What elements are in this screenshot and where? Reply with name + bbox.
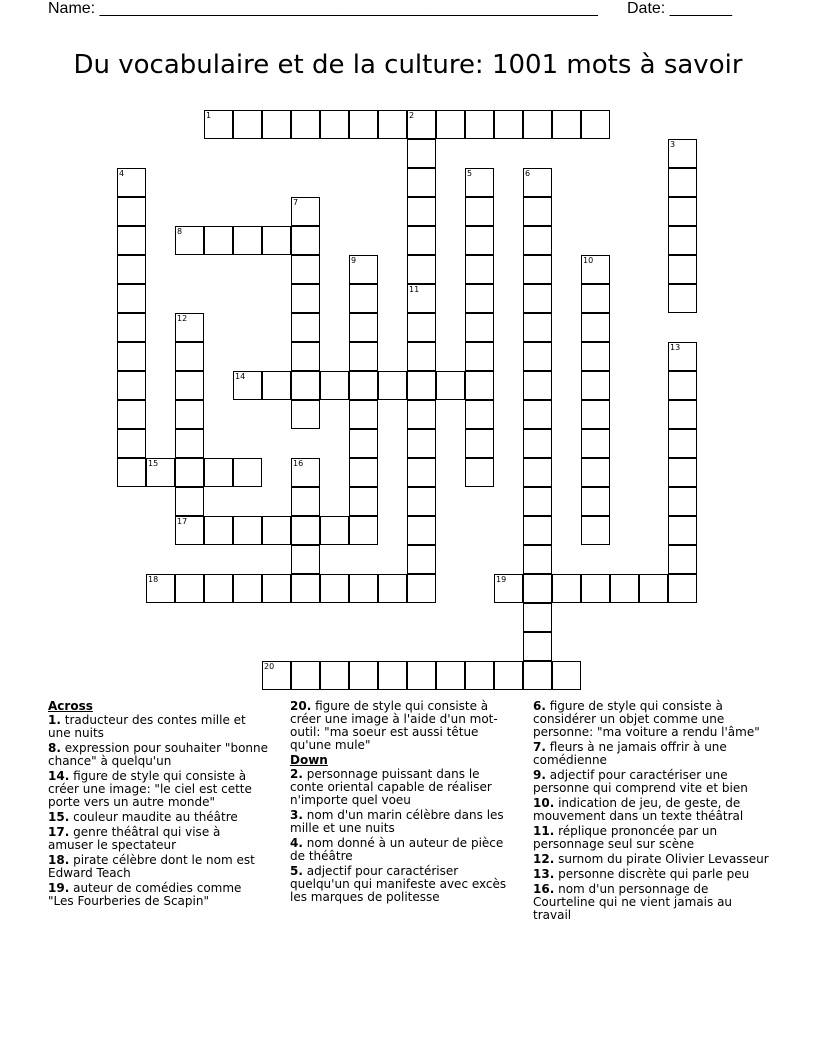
crossword-cell[interactable] xyxy=(668,516,697,545)
clue-number-18: 18 xyxy=(148,575,159,584)
clue-number-14: 14 xyxy=(235,372,246,381)
crossword-cell[interactable] xyxy=(407,342,436,371)
crossword-cell[interactable] xyxy=(262,516,291,545)
crossword-cell[interactable] xyxy=(204,574,233,603)
crossword-cell[interactable] xyxy=(378,574,407,603)
crossword-cell[interactable] xyxy=(581,255,610,284)
clue-down: 11. réplique prononcée par un personnage seul sur scène xyxy=(533,824,718,851)
clue-number-13: 13 xyxy=(670,343,681,352)
clue-across: 15. couleur maudite au théâtre xyxy=(48,810,238,824)
clue-number-17: 17 xyxy=(177,517,188,526)
clue-down: 16. nom d'un personnage de Courteline qui ne vient jamais au travail xyxy=(533,882,733,922)
crossword-cell[interactable] xyxy=(581,487,610,516)
crossword-cell[interactable] xyxy=(349,516,378,545)
crossword-cell[interactable] xyxy=(117,458,146,487)
crossword-cell[interactable] xyxy=(117,429,146,458)
crossword-cell[interactable] xyxy=(378,661,407,690)
crossword-cell[interactable] xyxy=(668,429,697,458)
crossword-cell[interactable] xyxy=(291,400,320,429)
down-heading: Down xyxy=(290,753,328,767)
crossword-cell[interactable] xyxy=(465,197,494,226)
crossword-cell[interactable] xyxy=(465,371,494,400)
crossword-cell[interactable] xyxy=(291,574,320,603)
crossword-cell[interactable] xyxy=(552,574,581,603)
crossword-cell[interactable] xyxy=(523,168,552,197)
crossword-cell[interactable] xyxy=(523,545,552,574)
crossword-cell[interactable] xyxy=(175,429,204,458)
crossword-cell[interactable] xyxy=(581,313,610,342)
clue-down: 7. fleurs à ne jamais offrir à une comédienne xyxy=(533,740,727,767)
crossword-cell[interactable] xyxy=(581,429,610,458)
crossword-cell[interactable] xyxy=(407,371,436,400)
crossword-cell[interactable] xyxy=(349,429,378,458)
crossword-cell[interactable] xyxy=(349,661,378,690)
clues-column-2 xyxy=(290,700,515,906)
crossword-cell[interactable] xyxy=(349,400,378,429)
clue-down: 9. adjectif pour caractériser une personne qui comprend vite et bien xyxy=(533,768,748,795)
crossword-cell[interactable] xyxy=(349,313,378,342)
crossword-cell[interactable] xyxy=(552,661,581,690)
crossword-cell[interactable] xyxy=(117,400,146,429)
clue-down: 2. personnage puissant dans le conte oriental capable de réaliser n'importe quel voeu xyxy=(290,767,492,807)
clue-number-3: 3 xyxy=(670,140,676,149)
crossword-cell[interactable] xyxy=(349,487,378,516)
clue-number-11: 11 xyxy=(409,285,420,294)
crossword-cell[interactable] xyxy=(291,545,320,574)
crossword-cell[interactable] xyxy=(581,574,610,603)
crossword-cell[interactable] xyxy=(407,574,436,603)
crossword-cell[interactable] xyxy=(668,226,697,255)
crossword-cell[interactable] xyxy=(291,197,320,226)
crossword-cell[interactable] xyxy=(668,168,697,197)
crossword-cell[interactable] xyxy=(407,168,436,197)
clue-number-15: 15 xyxy=(148,459,159,468)
crossword-cell[interactable] xyxy=(233,574,262,603)
clue-across: 1. traducteur des contes mille et une nuits xyxy=(48,713,246,740)
crossword-cell[interactable] xyxy=(639,574,668,603)
across-heading: Across xyxy=(48,699,93,713)
crossword-cell[interactable] xyxy=(581,110,610,139)
crossword-cell[interactable] xyxy=(610,574,639,603)
crossword-cell[interactable] xyxy=(175,487,204,516)
crossword-cell[interactable] xyxy=(407,139,436,168)
clue-number-4: 4 xyxy=(119,169,125,178)
clue-number-1: 1 xyxy=(206,111,212,120)
clue-down: 12. surnom du pirate Olivier Levasseur xyxy=(533,852,769,866)
crossword-cell[interactable] xyxy=(465,226,494,255)
crossword-cell[interactable] xyxy=(349,255,378,284)
crossword-cell[interactable] xyxy=(523,429,552,458)
crossword-cell[interactable] xyxy=(523,197,552,226)
clue-down: 4. nom donné à un auteur de pièce de théâtre xyxy=(290,836,504,863)
crossword-cell[interactable] xyxy=(668,342,697,371)
crossword-cell[interactable] xyxy=(465,342,494,371)
crossword-cell[interactable] xyxy=(349,458,378,487)
crossword-cell[interactable] xyxy=(523,661,552,690)
crossword-cell[interactable] xyxy=(465,313,494,342)
crossword-cell[interactable] xyxy=(523,400,552,429)
crossword-cell[interactable] xyxy=(523,110,552,139)
crossword-cell[interactable] xyxy=(175,313,204,342)
clue-across: 17. genre théâtral qui vise à amuser le spectateur xyxy=(48,825,221,852)
clues-column-1 xyxy=(48,700,268,910)
crossword-cell[interactable] xyxy=(436,110,465,139)
crossword-cell[interactable] xyxy=(407,400,436,429)
crossword-cell[interactable] xyxy=(291,255,320,284)
crossword-cell[interactable] xyxy=(204,458,233,487)
crossword-cell[interactable] xyxy=(407,226,436,255)
crossword-cell[interactable] xyxy=(407,284,436,313)
crossword-cell[interactable] xyxy=(291,661,320,690)
crossword-cell[interactable] xyxy=(117,313,146,342)
crossword-cell[interactable] xyxy=(117,226,146,255)
crossword-cell[interactable] xyxy=(523,371,552,400)
crossword-cell[interactable] xyxy=(204,110,233,139)
crossword-cell[interactable] xyxy=(320,516,349,545)
crossword-cell[interactable] xyxy=(262,110,291,139)
crossword-cell[interactable] xyxy=(523,632,552,661)
crossword-cell[interactable] xyxy=(581,284,610,313)
clue-number-12: 12 xyxy=(177,314,188,323)
clue-across: 14. figure de style qui consiste à créer une image: "le ciel est cette porte vers un autre monde" xyxy=(48,769,252,809)
crossword-cell[interactable] xyxy=(465,458,494,487)
crossword-cell[interactable] xyxy=(523,284,552,313)
crossword-cell[interactable] xyxy=(233,458,262,487)
crossword-cell[interactable] xyxy=(175,342,204,371)
page-title: Du vocabulaire et de la culture: 1001 mots à savoir xyxy=(73,50,743,80)
crossword-cell[interactable] xyxy=(407,545,436,574)
name-field-label: Name: ________________________________________________________ xyxy=(48,0,598,17)
clue-number-20: 20 xyxy=(264,662,275,671)
crossword-cell[interactable] xyxy=(349,110,378,139)
crossword-cell[interactable] xyxy=(523,458,552,487)
crossword-cell[interactable] xyxy=(407,429,436,458)
crossword-cell[interactable] xyxy=(668,139,697,168)
crossword-cell[interactable] xyxy=(378,371,407,400)
crossword-cell[interactable] xyxy=(465,255,494,284)
crossword-cell[interactable] xyxy=(523,226,552,255)
crossword-cell[interactable] xyxy=(465,284,494,313)
crossword-cell[interactable] xyxy=(668,284,697,313)
crossword-cell[interactable] xyxy=(291,458,320,487)
crossword-cell[interactable] xyxy=(407,313,436,342)
clue-number-9: 9 xyxy=(351,256,357,265)
clue-number-7: 7 xyxy=(293,198,299,207)
crossword-cell[interactable] xyxy=(320,661,349,690)
crossword-cell[interactable] xyxy=(291,226,320,255)
clue-down: 13. personne discrète qui parle peu xyxy=(533,867,750,881)
crossword-cell[interactable] xyxy=(117,197,146,226)
clue-number-5: 5 xyxy=(467,169,473,178)
crossword-cell[interactable] xyxy=(668,574,697,603)
crossword-cell[interactable] xyxy=(523,574,552,603)
clue-across: 8. expression pour souhaiter "bonne chance" à quelqu'un xyxy=(48,741,269,768)
clue-down: 5. adjectif pour caractériser quelqu'un qui manifeste avec excès les marques de politesse xyxy=(290,864,507,904)
crossword-cell[interactable] xyxy=(465,661,494,690)
crossword-cell[interactable] xyxy=(146,458,175,487)
clue-number-10: 10 xyxy=(583,256,594,265)
crossword-cell[interactable] xyxy=(262,661,291,690)
crossword-cell[interactable] xyxy=(349,574,378,603)
crossword-cell[interactable] xyxy=(117,371,146,400)
crossword-cell[interactable] xyxy=(494,661,523,690)
crossword-cell[interactable] xyxy=(668,458,697,487)
crossword-cell[interactable] xyxy=(320,371,349,400)
clue-number-16: 16 xyxy=(293,459,304,468)
crossword-cell[interactable] xyxy=(581,371,610,400)
crossword-cell[interactable] xyxy=(581,458,610,487)
crossword-cell[interactable] xyxy=(320,110,349,139)
crossword-cell[interactable] xyxy=(117,255,146,284)
crossword-cell[interactable] xyxy=(291,342,320,371)
crossword-cell[interactable] xyxy=(523,255,552,284)
crossword-cell[interactable] xyxy=(407,458,436,487)
clue-number-2: 2 xyxy=(409,111,415,120)
crossword-cell[interactable] xyxy=(407,487,436,516)
crossword-cell[interactable] xyxy=(175,458,204,487)
crossword-cell[interactable] xyxy=(262,226,291,255)
crossword-cell[interactable] xyxy=(349,284,378,313)
crossword-cell[interactable] xyxy=(117,342,146,371)
crossword-cell[interactable] xyxy=(465,429,494,458)
crossword-cell[interactable] xyxy=(291,110,320,139)
crossword-cell[interactable] xyxy=(581,400,610,429)
crossword-cell[interactable] xyxy=(436,371,465,400)
crossword-cell[interactable] xyxy=(233,371,262,400)
crossword-cell[interactable] xyxy=(407,197,436,226)
clue-across: 20. figure de style qui consiste à créer une image à l'aide d'un mot-outil: "ma soeur est aussi têtue qu'une mule" xyxy=(290,699,498,752)
clue-down: 10. indication de jeu, de geste, de mouvement dans un texte théâtral xyxy=(533,796,744,823)
clue-across: 19. auteur de comédies comme "Les Fourberies de Scapin" xyxy=(48,881,242,908)
crossword-cell[interactable] xyxy=(436,661,465,690)
crossword-cell[interactable] xyxy=(233,110,262,139)
crossword-cell[interactable] xyxy=(175,371,204,400)
crossword-cell[interactable] xyxy=(146,574,175,603)
crossword-cell[interactable] xyxy=(523,342,552,371)
crossword-cell[interactable] xyxy=(233,516,262,545)
crossword-cell[interactable] xyxy=(523,487,552,516)
crossword-cell[interactable] xyxy=(465,110,494,139)
crossword-cell[interactable] xyxy=(262,371,291,400)
crossword-cell[interactable] xyxy=(291,516,320,545)
crossword-cell[interactable] xyxy=(668,400,697,429)
crossword-cell[interactable] xyxy=(291,371,320,400)
crossword-cell[interactable] xyxy=(204,226,233,255)
crossword-cell[interactable] xyxy=(523,313,552,342)
crossword-cell[interactable] xyxy=(668,487,697,516)
clue-number-19: 19 xyxy=(496,575,507,584)
date-field-label: Date: _______ xyxy=(627,0,732,17)
crossword-cell[interactable] xyxy=(204,516,233,545)
clue-across: 18. pirate célèbre dont le nom est Edward Teach xyxy=(48,853,255,880)
crossword-cell[interactable] xyxy=(552,110,581,139)
crossword-cell[interactable] xyxy=(523,603,552,632)
clue-number-8: 8 xyxy=(177,227,183,236)
crossword-cell[interactable] xyxy=(291,487,320,516)
crossword-cell[interactable] xyxy=(668,255,697,284)
crossword-cell[interactable] xyxy=(465,400,494,429)
crossword-cell[interactable] xyxy=(262,574,291,603)
clue-number-6: 6 xyxy=(525,169,531,178)
crossword-cell[interactable] xyxy=(233,226,262,255)
crossword-cell[interactable] xyxy=(291,313,320,342)
clue-down: 6. figure de style qui consiste à considérer un objet comme une personne: "ma voiture a rendu l'âme" xyxy=(533,699,760,739)
crossword-cell[interactable] xyxy=(668,371,697,400)
crossword-cell[interactable] xyxy=(465,168,494,197)
crossword-cell[interactable] xyxy=(581,516,610,545)
crossword-cell[interactable] xyxy=(291,284,320,313)
crossword-cell[interactable] xyxy=(349,342,378,371)
crossword-cell[interactable] xyxy=(378,110,407,139)
crossword-cell[interactable] xyxy=(668,197,697,226)
crossword-cell[interactable] xyxy=(175,226,204,255)
crossword-cell[interactable] xyxy=(117,168,146,197)
crossword-cell[interactable] xyxy=(175,516,204,545)
crossword-cell[interactable] xyxy=(668,545,697,574)
crossword-cell[interactable] xyxy=(117,284,146,313)
clue-down: 3. nom d'un marin célèbre dans les mille et une nuits xyxy=(290,808,504,835)
crossword-cell[interactable] xyxy=(320,574,349,603)
crossword-cell[interactable] xyxy=(407,661,436,690)
crossword-cell[interactable] xyxy=(494,110,523,139)
clues-column-3 xyxy=(533,700,773,924)
crossword-cell[interactable] xyxy=(407,255,436,284)
crossword-cell[interactable] xyxy=(407,110,436,139)
crossword-cell[interactable] xyxy=(581,342,610,371)
crossword-cell[interactable] xyxy=(407,516,436,545)
crossword-cell[interactable] xyxy=(523,516,552,545)
crossword-cell[interactable] xyxy=(494,574,523,603)
crossword-cell[interactable] xyxy=(349,371,378,400)
crossword-cell[interactable] xyxy=(175,574,204,603)
crossword-cell[interactable] xyxy=(175,400,204,429)
